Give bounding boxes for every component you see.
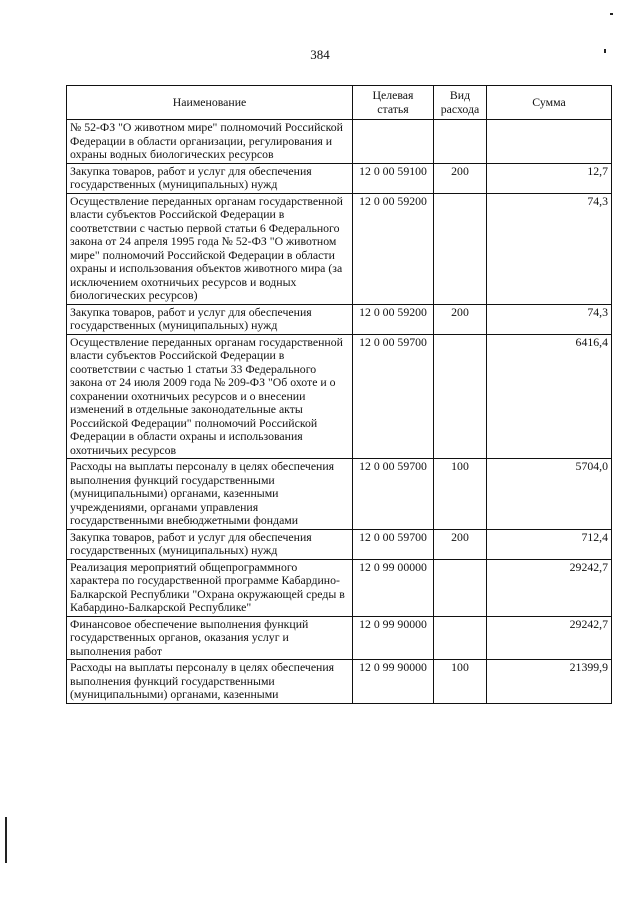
row-sum [487, 120, 612, 164]
row-expense-type: 200 [434, 304, 487, 334]
table-row [67, 304, 612, 334]
row-target-article: 12 0 00 59700 [353, 459, 434, 530]
row-name: Закупка товаров, работ и услуг для обеспечения государственных (муниципальных) нужд [67, 304, 353, 334]
row-sum: 12,7 [487, 163, 612, 193]
table-row [67, 193, 612, 304]
row-name: Осуществление переданных органам государственной власти субъектов Российской Федерации в соответствии с частью первой статьи 6 Федерального закона от 24 апреля 1995 года № 52-ФЗ "О животном мире" полномочий Российской Федерации в области охраны и использования объектов животного мира (за исключением охотничьих ресурсов и водных биологических ресурсов) [67, 193, 353, 304]
row-expense-type: 100 [434, 459, 487, 530]
row-target-article: 12 0 00 59700 [353, 529, 434, 559]
row-name: № 52-ФЗ "О животном мире" полномочий Российской Федерации в области организации, регулирования и охраны водных биологических ресурсов [67, 120, 353, 164]
table-row [67, 334, 612, 459]
row-target-article: 12 0 99 90000 [353, 616, 434, 660]
row-expense-type: 200 [434, 529, 487, 559]
header-sum: Сумма [487, 86, 612, 120]
row-target-article: 12 0 99 00000 [353, 559, 434, 616]
row-expense-type [434, 559, 487, 616]
row-expense-type [434, 334, 487, 459]
table-row [67, 660, 612, 704]
scan-edge-mark [5, 817, 7, 863]
budget-table [66, 85, 612, 704]
row-sum: 74,3 [487, 304, 612, 334]
table-row [67, 529, 612, 559]
row-name: Закупка товаров, работ и услуг для обеспечения государственных (муниципальных) нужд [67, 529, 353, 559]
row-sum: 29242,7 [487, 616, 612, 660]
row-name: Закупка товаров, работ и услуг для обеспечения государственных (муниципальных) нужд [67, 163, 353, 193]
row-target-article [353, 120, 434, 164]
row-target-article: 12 0 99 90000 [353, 660, 434, 704]
row-sum: 6416,4 [487, 334, 612, 459]
row-target-article: 12 0 00 59200 [353, 304, 434, 334]
row-sum: 712,4 [487, 529, 612, 559]
row-target-article: 12 0 00 59200 [353, 193, 434, 304]
row-sum: 74,3 [487, 193, 612, 304]
row-name: Расходы на выплаты персоналу в целях обеспечения выполнения функций государственными (муниципальными) органами, казенными учреждениями, органами управления государственными внебюджетными фондами [67, 459, 353, 530]
table-row [67, 559, 612, 616]
row-name: Расходы на выплаты персоналу в целях обеспечения выполнения функций государственными (муниципальными) органами, казенными [67, 660, 353, 704]
row-sum: 21399,9 [487, 660, 612, 704]
table-row [67, 163, 612, 193]
row-expense-type [434, 616, 487, 660]
header-target-article: Целевая статья [353, 86, 434, 120]
table-row [67, 616, 612, 660]
table-row [67, 459, 612, 530]
row-name: Осуществление переданных органам государственной власти субъектов Российской Федерации в соответствии с частью 1 статьи 33 Федерального закона от 24 июля 2009 года № 209-ФЗ "Об охоте и о сохранении охотничьих ресурсов и о внесении изменений в отдельные законодательные акты Российской Федерации" полномочий Российской Федерации в области охраны и использования охотничьих ресурсов [67, 334, 353, 459]
page-number: 384 [310, 47, 330, 62]
header-name: Наименование [67, 86, 353, 120]
row-sum: 5704,0 [487, 459, 612, 530]
row-name: Реализация мероприятий общепрограммного характера по государственной программе Кабардино-Балкарской Республики "Охрана окружающей среды в Кабардино-Балкарской Республике" [67, 559, 353, 616]
row-name: Финансовое обеспечение выполнения функций государственных органов, оказания услуг и выполнения работ [67, 616, 353, 660]
row-expense-type [434, 120, 487, 164]
row-expense-type [434, 193, 487, 304]
row-target-article: 12 0 00 59100 [353, 163, 434, 193]
row-sum: 29242,7 [487, 559, 612, 616]
table-row [67, 120, 612, 164]
header-expense-type: Вид расхода [434, 86, 487, 120]
scan-speck [610, 13, 613, 15]
row-target-article: 12 0 00 59700 [353, 334, 434, 459]
row-expense-type: 100 [434, 660, 487, 704]
row-expense-type: 200 [434, 163, 487, 193]
table-header-row [67, 86, 612, 120]
